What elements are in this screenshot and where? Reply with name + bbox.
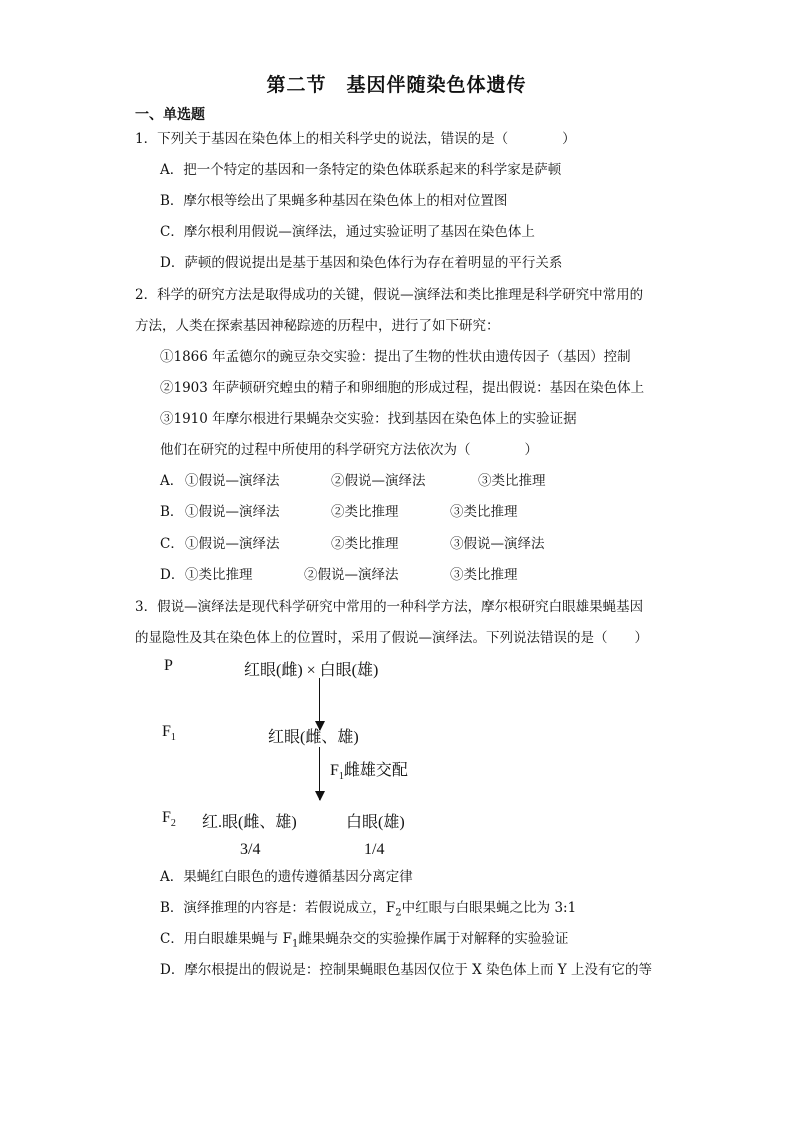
q2-option-c-letter: C．	[160, 536, 184, 552]
q2-stem-line1: 2．科学的研究方法是取得成功的关键，假说—演绎法和类比推理是科学研究中常用的	[135, 287, 644, 303]
q3-stem-line1: 3．假说—演绎法是现代科学研究中常用的一种科学方法，摩尔根研究白眼雄果蝇基因	[135, 599, 644, 615]
q2-option-b-2: ②类比推理	[331, 504, 399, 520]
q3-option-a: A．果蝇红白眼色的遗传遵循基因分离定律	[160, 869, 413, 885]
q2-study-1: ①1866 年孟德尔的豌豆杂交实验：提出了生物的性状由遗传因子（基因）控制	[160, 349, 631, 365]
f2-generation-label: $F_2$	[162, 809, 176, 830]
p-generation-label: P	[164, 657, 173, 674]
f2-red-eye: 红.眼(雌、雄)	[202, 814, 297, 831]
q2-option-b-1: ①假说—演绎法	[185, 504, 280, 520]
q3-option-d: D．摩尔根提出的假说是：控制果蝇眼色基因仅位于 X 染色体上而 Y 上没有它的等	[160, 962, 653, 978]
q2-option-a-1: ①假说—演绎法	[185, 473, 280, 489]
f1-mating-label: $F_1$雌雄交配	[330, 762, 408, 783]
down-arrow-icon	[319, 678, 320, 730]
q3-option-c: C．用白眼雄果蝇与 $F_1$雌果蝇杂交的实验操作属于对解释的实验验证	[160, 931, 569, 950]
q2-option-a-3: ③类比推理	[478, 473, 546, 489]
q2-option-d-letter: D．	[160, 567, 185, 583]
q1-option-b: B．摩尔根等绘出了果蝇多种基因在染色体上的相对位置图	[160, 193, 508, 209]
q2-option-c-1: ①假说—演绎法	[185, 536, 280, 552]
q3-stem-line2: 的显隐性及其在染色体上的位置时，采用了假说—演绎法。下列说法错误的是（ ）	[135, 630, 648, 646]
q1-stem: 1．下列关于基因在染色体上的相关科学史的说法，错误的是（ ）	[135, 131, 576, 147]
q2-option-d-2: ②假说—演绎法	[304, 567, 399, 583]
q2-option-b-letter: B．	[160, 504, 184, 520]
q2-stem-line2: 方法，人类在探索基因神秘踪迹的历程中，进行了如下研究：	[135, 318, 500, 334]
f2-ratio-red: 3/4	[240, 841, 261, 858]
f1-generation-label: $F_1$	[162, 723, 176, 744]
section-heading: 一、单选题	[135, 107, 205, 123]
q2-option-d-1: ①类比推理	[185, 567, 253, 583]
q1-option-c: C．摩尔根利用假说—演绎法，通过实验证明了基因在染色体上	[160, 224, 535, 240]
down-arrow-icon	[319, 747, 320, 800]
q2-question: 他们在研究的过程中所使用的科学研究方法依次为（ ）	[160, 442, 538, 458]
q2-option-a-2: ②假说—演绎法	[331, 473, 426, 489]
q1-option-a: A．把一个特定的基因和一条特定的染色体联系起来的科学家是萨顿	[160, 162, 562, 178]
q2-option-d-3: ③类比推理	[450, 567, 518, 583]
q2-option-a-letter: A．	[160, 473, 184, 489]
q2-study-2: ②1903 年萨顿研究蝗虫的精子和卵细胞的形成过程，提出假说：基因在染色体上	[160, 380, 645, 396]
q2-option-c-2: ②类比推理	[331, 536, 399, 552]
q2-option-b-3: ③类比推理	[450, 504, 518, 520]
page-title: 第二节 基因伴随染色体遗传	[266, 74, 527, 96]
q2-option-c-3: ③假说—演绎法	[450, 536, 545, 552]
q1-option-d: D．萨顿的假说提出是基于基因和染色体行为存在着明显的平行关系	[160, 255, 563, 271]
f1-result: 红眼(雌、雄)	[268, 729, 359, 746]
p-cross: 红眼(雌) × 白眼(雄)	[244, 662, 379, 679]
q3-option-b: B．演绎推理的内容是：若假说成立，$F_2$中红眼与白眼果蝇之比为 3:1	[160, 900, 577, 919]
f2-white-eye: 白眼(雄)	[346, 814, 405, 831]
q2-study-3: ③1910 年摩尔根进行果蝇杂交实验：找到基因在染色体上的实验证据	[160, 411, 577, 427]
f2-ratio-white: 1/4	[364, 841, 385, 858]
